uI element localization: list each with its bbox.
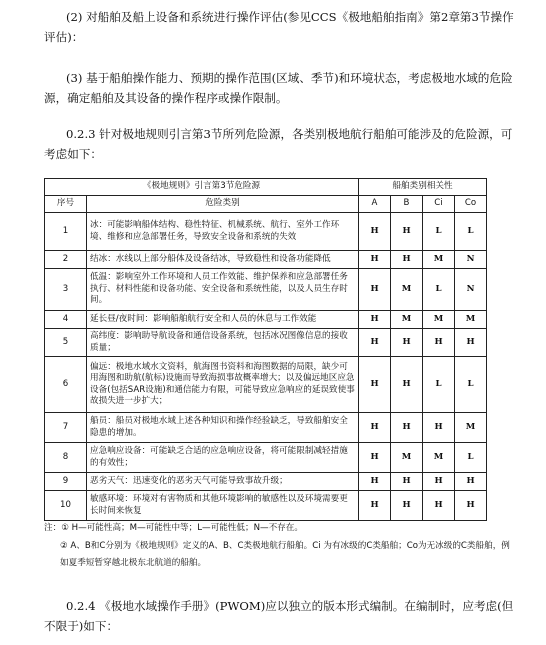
row-co: N <box>455 269 487 311</box>
row-hazard: 恶劣天气：迅速变化的恶劣天气可能导致事故升级； <box>87 473 359 491</box>
row-a: H <box>359 413 391 443</box>
row-ci: H <box>423 413 455 443</box>
row-a: H <box>359 443 391 473</box>
row-b: H <box>391 329 423 357</box>
row-hazard: 高纬度：影响助导航设备和通信设备系统，包括冰况图像信息的接收质量； <box>87 329 359 357</box>
table-row <box>45 251 487 269</box>
row-a: H <box>359 251 391 269</box>
header-ci: Ci <box>423 196 455 213</box>
row-b: H <box>391 473 423 491</box>
row-co: M <box>455 413 487 443</box>
row-co: N <box>455 251 487 269</box>
row-a: H <box>359 357 391 413</box>
row-no: 8 <box>45 443 87 473</box>
row-a: H <box>359 491 391 521</box>
row-hazard: 低温：影响室外工作环境和人员工作效能、维护保养和应急部署任务执行、材料性能和设备功能、安全设备和系统性能，以及人员生存时间。 <box>87 269 359 311</box>
table-row <box>45 269 487 311</box>
row-b: M <box>391 269 423 311</box>
row-hazard: 冰：可能影响船体结构、稳性特征、机械系统、航行、室外工作环境、维修和应急部署任务，导致安全设备和系统的失效 <box>87 213 359 251</box>
row-b: H <box>391 251 423 269</box>
row-co: H <box>455 329 487 357</box>
row-hazard: 应急响应设备：可能缺乏合适的应急响应设备，将可能限制减轻措施的有效性； <box>87 443 359 473</box>
header-hazard-source: 《极地规则》引言第3节危险源 <box>45 179 359 196</box>
row-hazard: 结冰：水线以上部分船体及设备结冰，导致稳性和设备功能降低 <box>87 251 359 269</box>
row-co: L <box>455 443 487 473</box>
header-no: 序号 <box>45 196 87 213</box>
row-ci: H <box>423 329 455 357</box>
table-header-group-row <box>45 179 487 196</box>
row-no: 5 <box>45 329 87 357</box>
row-hazard: 敏感环境：环境对有害物质和其他环境影响的敏感性以及环境需要更长时间来恢复 <box>87 491 359 521</box>
row-b: H <box>391 491 423 521</box>
table-row <box>45 473 487 491</box>
paragraph-text: (3) 基于船舶操作能力、预期的操作范围(区域、季节)和环境状态，考虑极地水域的危险源，确定船舶及其设备的操作程序或操作限制。 <box>44 71 513 105</box>
table-note-categories: ② A、B和C分别为《极地规则》定义的A、B、C类极地航行船舶。Ci 为有冰级的C类船舶；Co为无冰级的C类船舶，例如夏季短暂穿越北极东北航道的船舶。 <box>60 541 510 568</box>
header-ship-category: 船舶类别相关性 <box>359 179 487 196</box>
row-hazard: 偏远：极地水域水文资料，航海图书资料和海图数据的局限，缺少可用海图和助航(航标)设施而导致海损事故概率增大；以及偏远地区应急设备(包括SAR设施)和通信能力有限，可能导致应急响应的延误致使事故损失进一步扩大； <box>87 357 359 413</box>
row-ci: H <box>423 491 455 521</box>
row-ci: M <box>423 311 455 329</box>
row-co: M <box>455 311 487 329</box>
row-b: H <box>391 213 423 251</box>
row-hazard: 船员：船员对极地水域上述各种知识和操作经验缺乏，导致船舶安全隐患的增加。 <box>87 413 359 443</box>
row-a: H <box>359 213 391 251</box>
paragraph-text: 0.2.3 针对极地规则引言第3节所列危险源，各类别极地航行船舶可能涉及的危险源，可考虑如下： <box>44 127 513 161</box>
paragraph-text: 0.2.4 《极地水域操作手册》(PWOM)应以独立的版本形式编制。在编制时，应考虑(但不限于)如下： <box>44 599 514 633</box>
paragraph-text: (2) 对船舶及船上设备和系统进行操作评估(参见CCS《极地船舶指南》第2章第3节操作评估)： <box>44 10 514 44</box>
header-co: Co <box>455 196 487 213</box>
row-no: 1 <box>45 213 87 251</box>
row-a: H <box>359 329 391 357</box>
row-ci: M <box>423 251 455 269</box>
row-co: L <box>455 357 487 413</box>
paragraph-operation-limits <box>44 68 514 108</box>
row-ci: L <box>423 269 455 311</box>
table-row <box>45 213 487 251</box>
row-ci: H <box>423 473 455 491</box>
row-b: H <box>391 357 423 413</box>
header-b: B <box>391 196 423 213</box>
hazard-table <box>44 178 487 521</box>
table-row <box>45 443 487 473</box>
row-ci: M <box>423 443 455 473</box>
paragraph-operation-assessment <box>44 7 514 47</box>
table-row <box>45 413 487 443</box>
row-no: 7 <box>45 413 87 443</box>
row-co: H <box>455 491 487 521</box>
row-no: 9 <box>45 473 87 491</box>
row-no: 10 <box>45 491 87 521</box>
row-no: 2 <box>45 251 87 269</box>
row-b: M <box>391 311 423 329</box>
row-no: 4 <box>45 311 87 329</box>
table-row <box>45 311 487 329</box>
row-a: H <box>359 311 391 329</box>
paragraph-hazard-intro <box>44 124 514 164</box>
row-a: H <box>359 269 391 311</box>
table-row <box>45 357 487 413</box>
row-a: H <box>359 473 391 491</box>
row-hazard: 延长昼/夜时间：影响船舶航行安全和人员的休息与工作效能 <box>87 311 359 329</box>
paragraph-pwom <box>44 596 514 636</box>
row-co: L <box>455 213 487 251</box>
row-b: M <box>391 443 423 473</box>
table-row <box>45 491 487 521</box>
row-co: H <box>455 473 487 491</box>
row-no: 6 <box>45 357 87 413</box>
table-header-row <box>45 196 487 213</box>
header-hazard-type: 危险类别 <box>87 196 359 213</box>
table-note-legend: 注：① H—可能性高；M—可能性中等；L—可能性低；N—不存在。 <box>44 523 303 533</box>
row-ci: L <box>423 213 455 251</box>
table-row <box>45 329 487 357</box>
row-b: H <box>391 413 423 443</box>
header-a: A <box>359 196 391 213</box>
row-no: 3 <box>45 269 87 311</box>
row-ci: L <box>423 357 455 413</box>
